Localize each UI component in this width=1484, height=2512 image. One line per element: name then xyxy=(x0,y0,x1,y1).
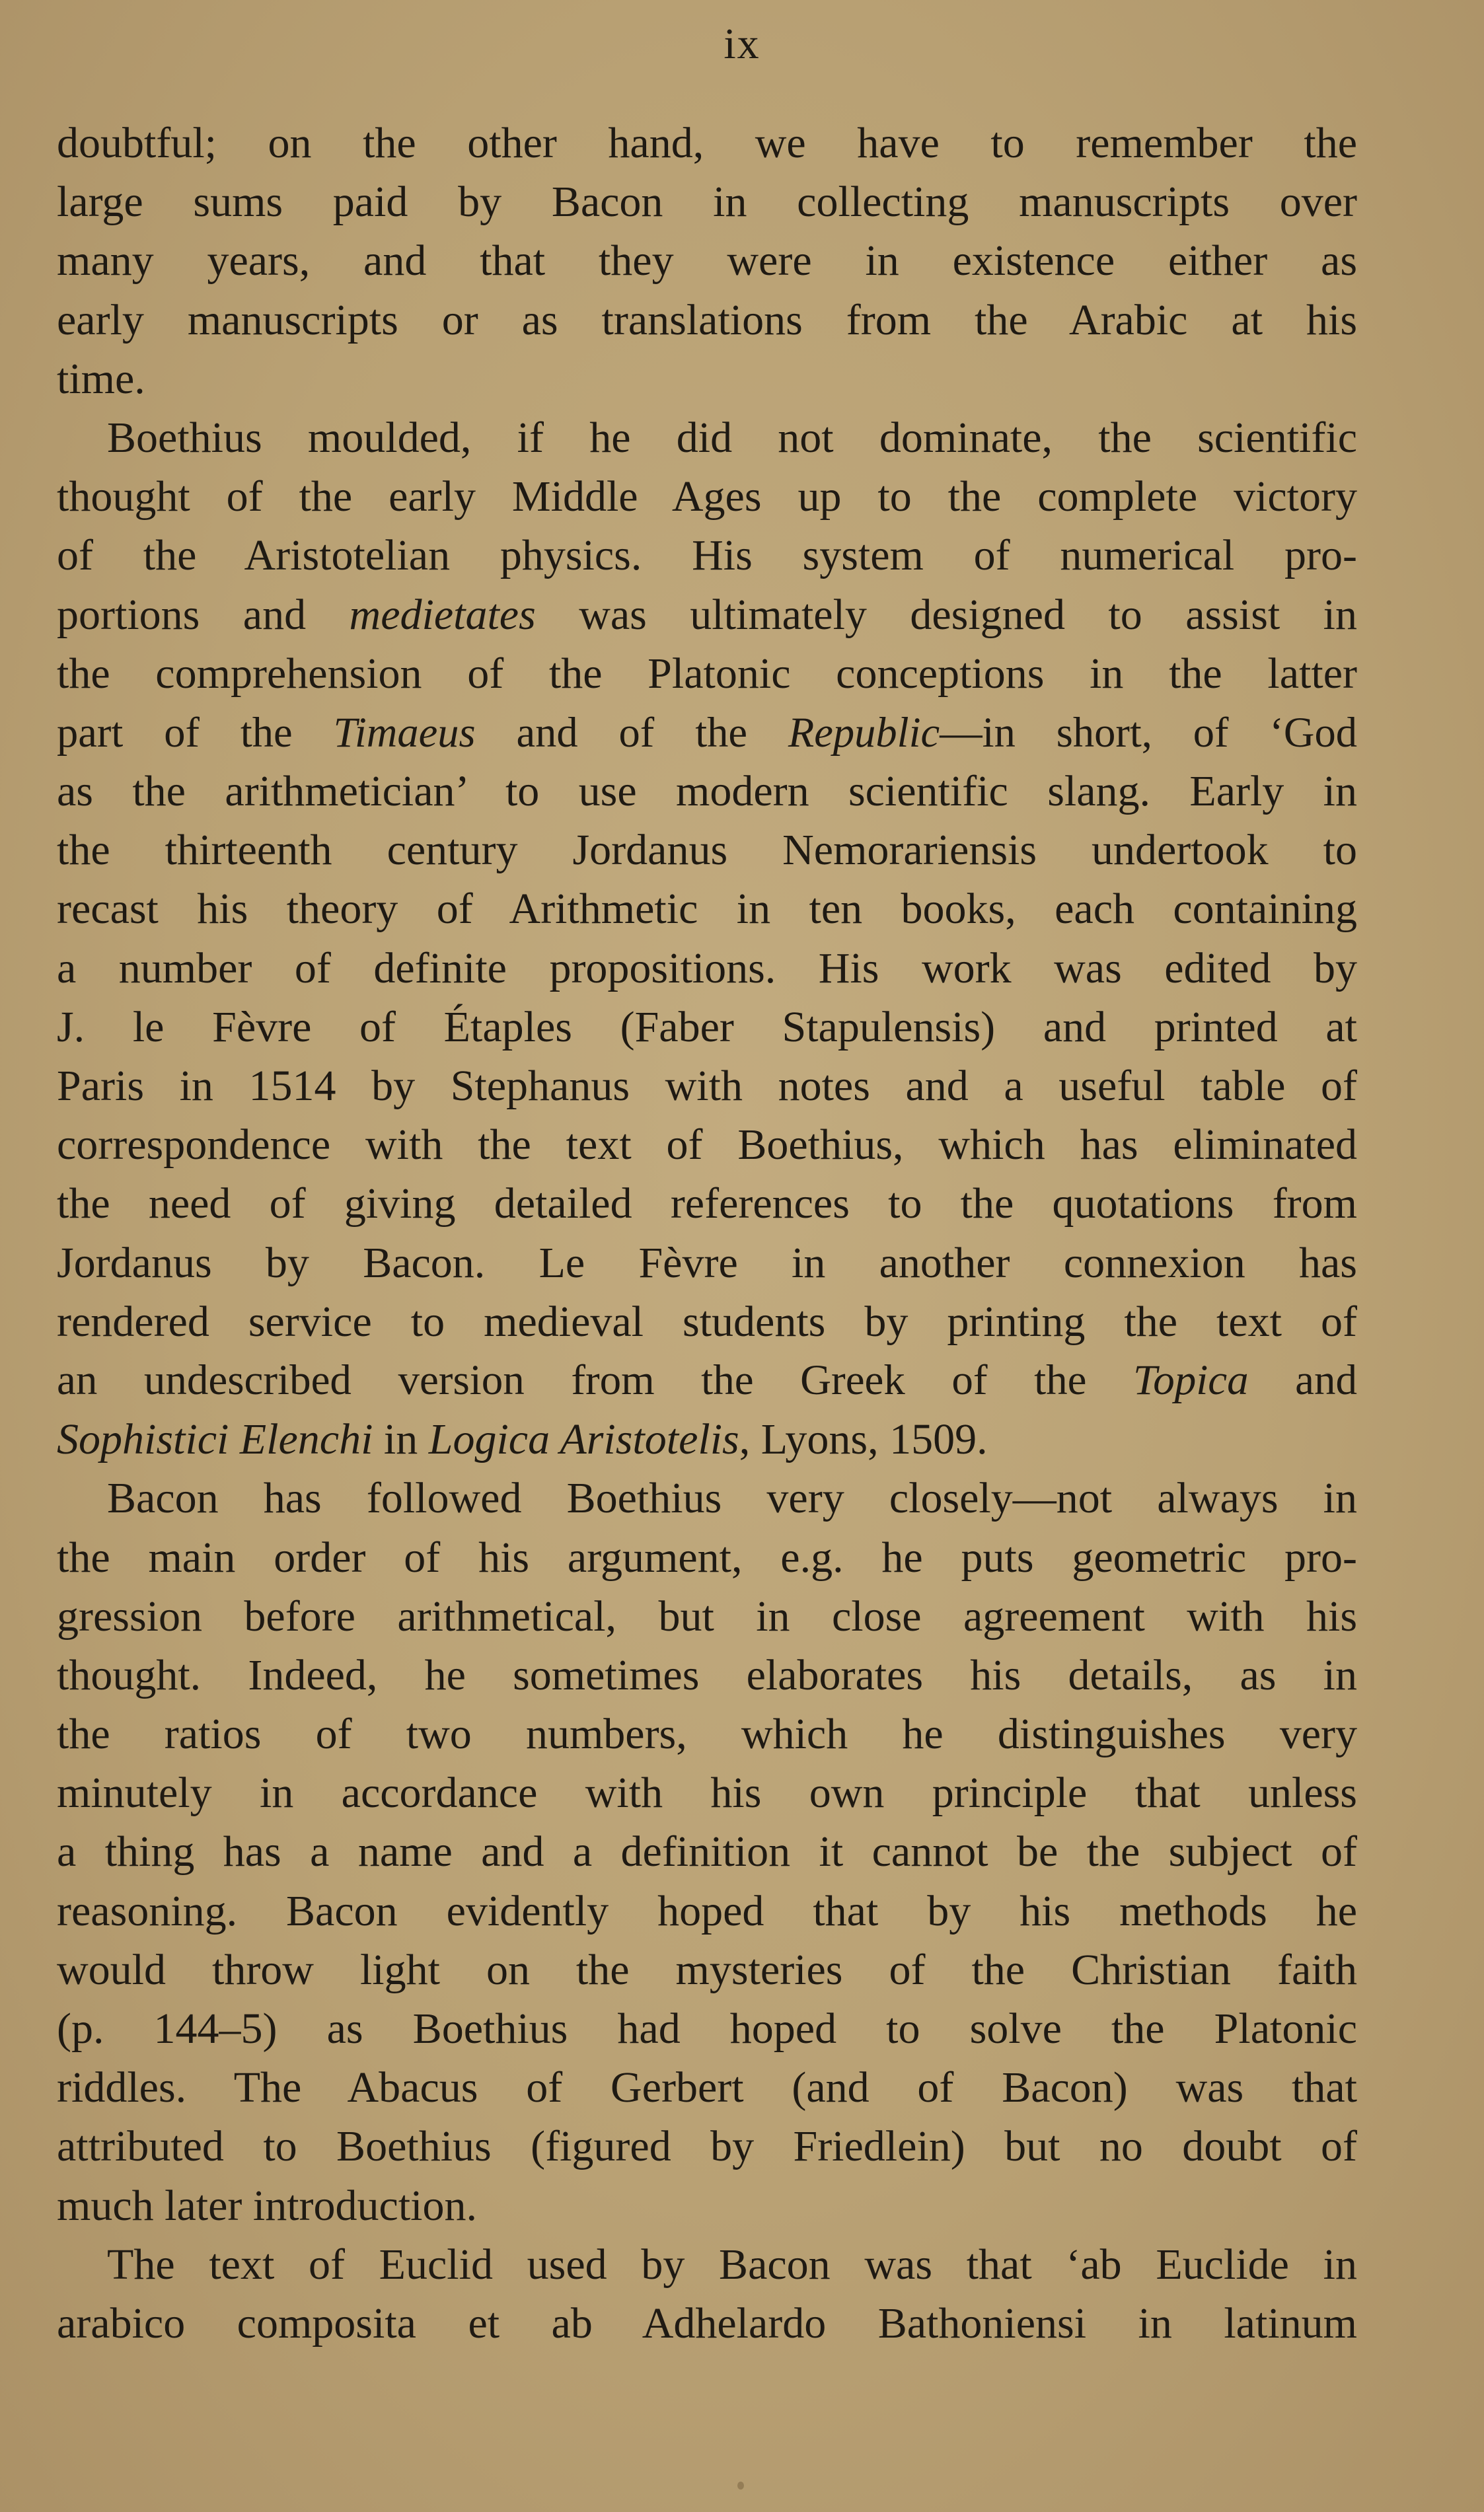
text-line: thought of the early Middle Ages up to the complete victory xyxy=(57,472,1357,521)
text-line: gression before arithmetical, but in close agreement with his xyxy=(57,1592,1357,1641)
text-line: the ratios of two numbers, which he distinguishes very xyxy=(57,1710,1357,1759)
text-line: arabico composita et ab Adhelardo Bathoniensi in latinum xyxy=(57,2299,1357,2347)
paragraph-euclid xyxy=(57,2235,1357,2353)
text-line: portions and medietates was ultimately designed to assist in xyxy=(57,590,1357,639)
text-line: Jordanus by Bacon. Le Fèvre in another connexion has xyxy=(57,1238,1357,1287)
text-line: correspondence with the text of Boethius, which has eliminated xyxy=(57,1121,1357,1169)
text-line: the need of giving detailed references to the quotations from xyxy=(57,1179,1357,1228)
italic-term: Sophistici Elenchi xyxy=(57,1415,373,1464)
text-line: the comprehension of the Platonic conceptions in the latter xyxy=(57,649,1357,698)
text-line: doubtful; on the other hand, we have to remember the xyxy=(57,119,1357,167)
text-line: of the Aristotelian physics. His system of numerical pro- xyxy=(57,531,1357,580)
text-line: time. xyxy=(57,354,145,403)
text-line: (p. 144–5) as Boethius had hoped to solve the Platonic xyxy=(57,2005,1357,2053)
text-line: riddles. The Abacus of Gerbert (and of Bacon) was that xyxy=(57,2063,1357,2112)
text-line: reasoning. Bacon evidently hoped that by his methods he xyxy=(57,1886,1357,1935)
text-line: large sums paid by Bacon in collecting manuscripts over xyxy=(57,178,1357,227)
text-line: a thing has a name and a definition it cannot be the subject of xyxy=(57,1828,1357,1876)
text-line: as the arithmetician’ to use modern scientific slang. Early in xyxy=(57,767,1357,816)
text-line: a number of definite propositions. His work was edited by xyxy=(57,943,1357,992)
text-line: much later introduction. xyxy=(57,2181,477,2230)
text-line: Bacon has followed Boethius very closely—not always in xyxy=(107,1474,1357,1523)
text-line: Sophistici Elenchi in Logica Aristotelis, Lyons, 1509. xyxy=(57,1415,988,1464)
page-number: ix xyxy=(723,20,761,68)
italic-term: medietates xyxy=(349,590,536,639)
paragraph-boethius xyxy=(57,408,1357,1469)
text-line: an undescribed version from the Greek of the Topica and xyxy=(57,1356,1357,1404)
italic-term: Topica xyxy=(1133,1356,1249,1404)
text-line: Boethius moulded, if he did not dominate, the scientific xyxy=(107,413,1357,462)
text-line: minutely in accordance with his own principle that unless xyxy=(57,1769,1357,1818)
paragraph-bacon-followed xyxy=(57,1469,1357,2235)
italic-term: Logica Aristotelis xyxy=(428,1415,739,1464)
text-line: the main order of his argument, e.g. he puts geometric pro- xyxy=(57,1533,1357,1582)
text-line: rendered service to medieval students by printing the text of xyxy=(57,1297,1357,1346)
text-line: thought. Indeed, he sometimes elaborates his details, as in xyxy=(57,1650,1357,1699)
italic-term: Republic xyxy=(788,708,940,756)
text-line: early manuscripts or as translations from the Arabic at his xyxy=(57,295,1357,344)
paper-speck xyxy=(737,2482,744,2490)
paragraph-continuation xyxy=(57,114,1357,408)
text-line: The text of Euclid used by Bacon was that ‘ab Euclide in xyxy=(107,2240,1357,2289)
text-line: the thirteenth century Jordanus Nemorariensis undertook to xyxy=(57,826,1357,875)
text-line: Paris in 1514 by Stephanus with notes and a useful table of xyxy=(57,1062,1357,1110)
text-line: J. le Fèvre of Étaples (Faber Stapulensis) and printed at xyxy=(57,1002,1357,1051)
italic-term: Timaeus xyxy=(333,708,476,756)
text-line: many years, and that they were in existence either as xyxy=(57,237,1357,285)
text-line: recast his theory of Arithmetic in ten books, each containing xyxy=(57,885,1357,934)
text-line: would throw light on the mysteries of the Christian faith xyxy=(57,1945,1357,1994)
text-line: part of the Timaeus and of the Republic—in short, of ‘God xyxy=(57,708,1357,756)
body-text xyxy=(57,114,1357,2353)
text-line: attributed to Boethius (figured by Friedlein) but no doubt of xyxy=(57,2122,1357,2171)
